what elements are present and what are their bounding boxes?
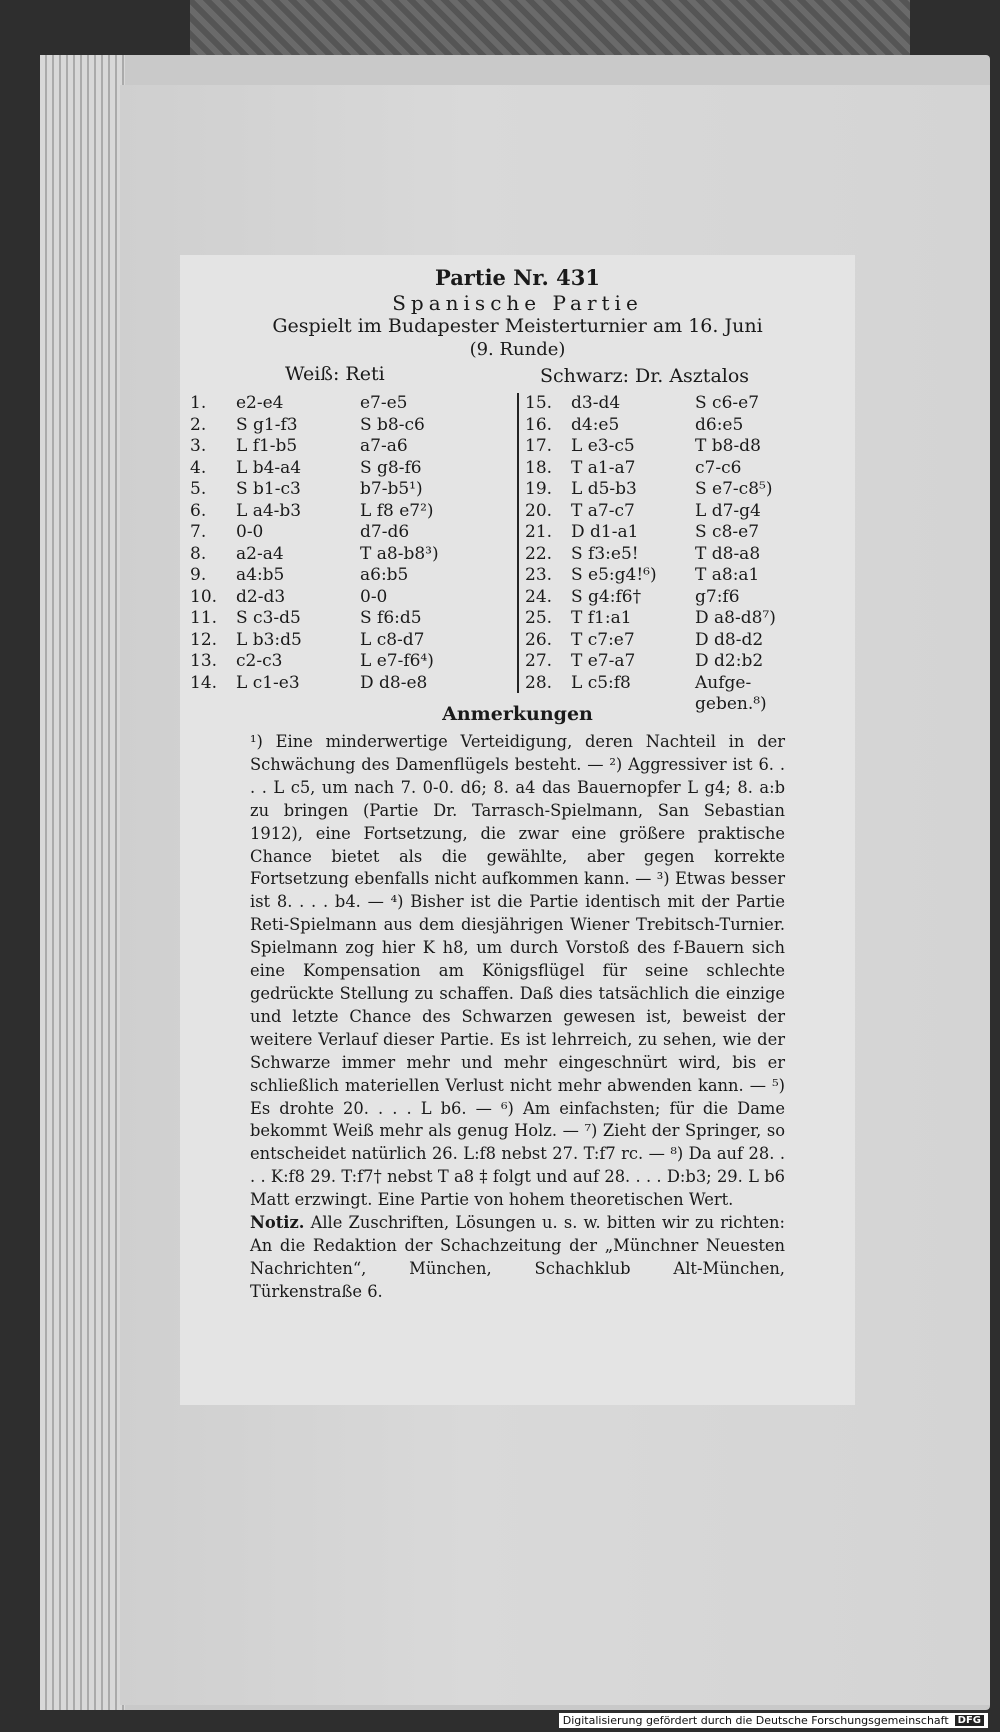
white-move: L f1-b5 [236, 436, 298, 456]
round-line: (9. Runde) [469, 339, 566, 360]
move-number: 6. [190, 500, 207, 521]
white-move: L e3-c5 [571, 436, 635, 456]
black-move: L e7-f6⁴) [360, 651, 434, 671]
black-move: Aufge- [695, 672, 752, 693]
move-row [190, 630, 510, 652]
white-player: Weiß: Reti [285, 363, 385, 385]
move-row [525, 415, 845, 437]
move-row [190, 587, 510, 609]
white-move: T c7:e7 [571, 629, 635, 650]
white-move: a2-a4 [236, 543, 284, 564]
black-move: T b8-d8 [695, 436, 761, 456]
move-number: 28. [525, 672, 553, 693]
move-number: 1. [190, 393, 207, 413]
notes-text: ¹) Eine minderwertige Verteidigung, deren Nachteil in der Schwächung des Damenflügels besteht. — ²) Aggressiver ist 6. . . . L c5, um nach 7. 0-0. d6; 8. a4 das Bauernopfer L g4; 8. a:b zu bringen (Partie Dr. Tarrasch-Spielmann, San Sebastian 1912), eine Fortsetzung, die zwar eine größere praktische Chance bietet als die gewählte, aber gegen korrekte Fortsetzung ebenfalls nicht aufkommen kann. — ³) Etwas besser ist 8. . . . b4. — ⁴) Bisher ist die Partie identisch mit der Partie Reti-Spielmann aus dem diesjährigen Wiener Trebitsch-Turnier. Spielmann zog hier K h8, um durch Vorstoß des f-Bauern sich eine Kompensation am Königsflügel für seine schlechte gedrückte Stellung zu schaffen. Daß dies tatsächlich die einzige und letzte Chance des Schwarzen gewesen ist, beweist der weitere Verlauf dieser Partie. Es ist lehrreich, zu sehen, wie der Schwarze immer mehr und mehr eingeschnürt wird, bis er schließlich materiellen Verlust nicht mehr abwenden kann. — ⁵) Es drohte 20. . . . L b6. — ⁶) Am einfachsten; für die Dame bekommt Weiß mehr als genug Holz. — ⁷) Zieht der Springer, so entscheidet natürlich 26. L:f8 nebst 27. T:f7 rc. — ⁸) Da auf 28. . . . K:f8 29. T:f7† nebst T a8 ‡ folgt und auf 28. . . . D:b3; 29. L b6 Matt erzwingt. Eine Partie von hohem theoretischen Wert. [250, 732, 785, 1210]
black-move: S e7-c8⁵) [695, 479, 773, 499]
move-number: 20. [525, 500, 553, 521]
notiz-label: Notiz. [250, 1213, 305, 1233]
white-move: T f1:a1 [571, 608, 632, 628]
move-number: 12. [190, 629, 218, 650]
move-number: 18. [525, 457, 553, 478]
move-row [525, 565, 845, 587]
move-number: 5. [190, 479, 207, 499]
move-row [190, 565, 510, 587]
white-move: d4:e5 [571, 414, 620, 435]
move-row [190, 651, 510, 673]
dfg-logo: DFG [955, 1715, 984, 1726]
white-move: S g1-f3 [236, 414, 298, 435]
white-move: S b1-c3 [236, 479, 301, 499]
move-row [525, 458, 845, 480]
move-number: 13. [190, 651, 218, 671]
move-row [190, 458, 510, 480]
white-move: a4:b5 [236, 565, 285, 585]
move-row [190, 522, 510, 544]
black-move: D d8-e8 [360, 672, 428, 693]
white-move: T a1-a7 [571, 457, 636, 478]
move-row [525, 393, 845, 415]
white-move: D d1-a1 [571, 522, 639, 542]
move-row [525, 522, 845, 544]
move-number: 10. [190, 586, 218, 607]
white-move: L b3:d5 [236, 629, 302, 650]
black-move: d7-d6 [360, 522, 410, 542]
black-move: a7-a6 [360, 436, 408, 456]
move-number: 16. [525, 414, 553, 435]
move-number: 26. [525, 629, 553, 650]
move-number: 17. [525, 436, 553, 456]
white-move: d3-d4 [571, 393, 621, 413]
move-row [525, 651, 845, 673]
black-move: S c8-e7 [695, 522, 760, 542]
move-row [525, 501, 845, 523]
move-row [190, 544, 510, 566]
black-move: b7-b5¹) [360, 479, 423, 499]
black-move: D d8-d2 [695, 629, 764, 650]
move-row [190, 393, 510, 415]
black-move: S f6:d5 [360, 608, 422, 628]
black-move: d6:e5 [695, 414, 744, 435]
black-move: D a8-d8⁷) [695, 608, 776, 628]
black-move: a6:b5 [360, 565, 409, 585]
credit-text: Digitalisierung gefördert durch die Deutsche Forschungsgemeinschaft [562, 1714, 949, 1727]
move-number: 8. [190, 543, 207, 564]
black-move: T a8:a1 [695, 565, 760, 585]
black-move: D d2:b2 [695, 651, 764, 671]
moves-column-left [190, 393, 510, 694]
white-move: L c5:f8 [571, 672, 631, 693]
white-move: T e7-a7 [571, 651, 636, 671]
moves-column-right [525, 393, 845, 716]
move-number: 14. [190, 672, 218, 693]
black-move: g7:f6 [695, 586, 740, 607]
black-move: L c8-d7 [360, 629, 425, 650]
white-move: S g4:f6† [571, 586, 642, 607]
black-move: L f8 e7²) [360, 500, 434, 521]
move-number: 23. [525, 565, 553, 585]
move-row [525, 436, 845, 458]
move-row [190, 415, 510, 437]
column-divider [517, 393, 519, 693]
black-move: S g8-f6 [360, 457, 422, 478]
black-move: L d7-g4 [695, 500, 761, 521]
move-number: 25. [525, 608, 553, 628]
move-row [525, 608, 845, 630]
white-move: T a7-c7 [571, 500, 635, 521]
black-move: T a8-b8³) [360, 543, 439, 564]
notes-body [250, 731, 785, 1304]
tournament-line: Gespielt im Budapester Meisterturnier am 16. Juni [272, 315, 763, 337]
white-move: S e5:g4!⁶) [571, 565, 657, 585]
game-title: Partie Nr. 431 [434, 265, 601, 290]
notiz-paragraph [250, 1212, 785, 1304]
move-number: 21. [525, 522, 553, 542]
white-move: 0-0 [236, 522, 264, 542]
white-move: L d5-b3 [571, 479, 637, 499]
white-move: d2-d3 [236, 586, 286, 607]
move-number: 3. [190, 436, 207, 456]
move-row [190, 608, 510, 630]
move-row [525, 479, 845, 501]
black-move: 0-0 [360, 586, 388, 607]
move-row [525, 630, 845, 652]
move-row [190, 673, 510, 695]
white-move: c2-c3 [236, 651, 283, 671]
black-move: e7-e5 [360, 393, 408, 413]
white-move: S f3:e5! [571, 543, 639, 564]
move-row [525, 544, 845, 566]
white-move: L a4-b3 [236, 500, 302, 521]
move-number: 15. [525, 393, 553, 413]
move-number: 22. [525, 543, 553, 564]
move-number: 2. [190, 414, 207, 435]
black-move: c7-c6 [695, 457, 742, 478]
move-number: 19. [525, 479, 553, 499]
move-row [190, 479, 510, 501]
move-number: 9. [190, 565, 207, 585]
notes-heading: Anmerkungen [442, 703, 593, 725]
move-number: 7. [190, 522, 207, 542]
black-move: geben.⁸) [695, 694, 767, 714]
move-number: 24. [525, 586, 553, 607]
white-move: e2-e4 [236, 393, 284, 413]
digitization-credit [559, 1713, 988, 1728]
move-number: 11. [190, 608, 218, 628]
white-move: S c3-d5 [236, 608, 301, 628]
black-move: S c6-e7 [695, 393, 760, 413]
move-row [525, 673, 845, 695]
black-player: Schwarz: Dr. Asztalos [540, 365, 750, 387]
white-move: L b4-a4 [236, 457, 302, 478]
black-move: S b8-c6 [360, 414, 425, 435]
move-row [190, 501, 510, 523]
newspaper-clipping [180, 255, 855, 1405]
move-row [525, 587, 845, 609]
move-number: 27. [525, 651, 553, 671]
white-move: L c1-e3 [236, 672, 300, 693]
move-row [190, 436, 510, 458]
move-number: 4. [190, 457, 207, 478]
notiz-text: Alle Zuschriften, Lösungen u. s. w. bitten wir zu richten: An die Redaktion der Schachzeitung der „Münchner Neuesten Nachrichten“, München, Schachklub Alt-München, Türkenstraße 6. [250, 1213, 785, 1301]
black-move: T d8-a8 [695, 543, 761, 564]
book-binding [190, 0, 910, 57]
opening-name: Spanische Partie [392, 291, 643, 315]
